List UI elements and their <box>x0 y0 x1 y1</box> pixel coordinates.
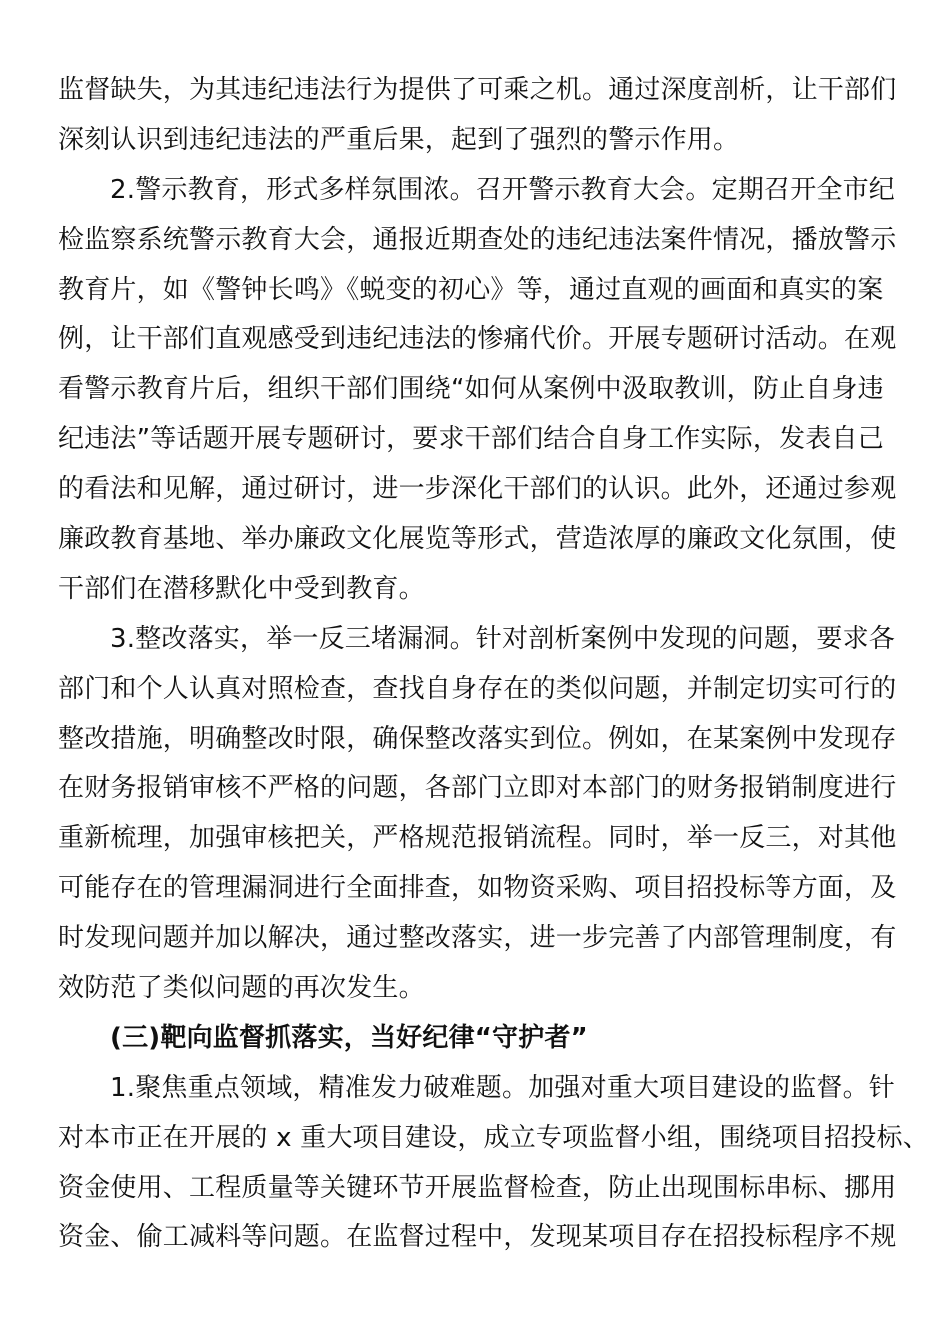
text-line: 可能存在的管理漏洞进行全面排查，如物资采购、项目招投标等方面，及 <box>58 873 897 904</box>
document-body <box>58 66 929 1263</box>
text-line: 1.聚焦重点领域，精准发力破难题。加强对重大项目建设的监督。针 <box>110 1072 896 1103</box>
section-heading-text: (三)靶向监督抓落实，当好纪律“守护者” <box>110 1022 588 1053</box>
text-line: 整改措施，明确整改时限，确保整改落实到位。例如，在某案例中发现存 <box>58 723 897 754</box>
text-line: 监督缺失，为其违纪违法行为提供了可乘之机。通过深度剖析，让干部们 <box>58 75 897 105</box>
text-line: 干部们在潜移默化中受到教育。 <box>58 573 425 604</box>
text-line: 2.警示教育，形式多样氛围浓。召开警示教育大会。定期召开全市纪 <box>110 174 896 205</box>
text-line: 重新梳理，加强审核把关，严格规范报销流程。同时，举一反三，对其他 <box>58 823 897 854</box>
text-line: 效防范了类似问题的再次发生。 <box>58 973 425 1004</box>
paragraph-continuation <box>58 66 897 166</box>
text-line: 廉政教育基地、举办廉政文化展览等形式，营造浓厚的廉政文化氛围，使 <box>58 524 897 555</box>
text-line: 例，让干部们直观感受到违纪违法的惨痛代价。开展专题研讨活动。在观 <box>58 324 897 355</box>
text-line: 3.整改落实，举一反三堵漏洞。针对剖析案例中发现的问题，要求各 <box>110 623 896 654</box>
text-line: 教育片，如《警钟长鸣》《蜕变的初心》等，通过直观的画面和真实的案 <box>58 274 884 305</box>
text-line: 纪违法”等话题开展专题研讨，要求干部们结合自身工作实际，发表自己 <box>58 424 884 455</box>
text-line: 看警示教育片后，组织干部们围绕“如何从案例中汲取教训，防止自身违 <box>58 374 884 405</box>
section-heading <box>58 1014 878 1064</box>
text-line: 检监察系统警示教育大会，通报近期查处的违纪违法案件情况，播放警示 <box>58 224 897 255</box>
text-line: 时发现问题并加以解决，通过整改落实，进一步完善了内部管理制度，有 <box>58 923 897 954</box>
text-line: 的看法和见解，通过研讨，进一步深化干部们的认识。此外，还通过参观 <box>58 474 897 505</box>
text-line: 对本市正在开展的 x 重大项目建设，成立专项监督小组，围绕项目招投标、 <box>58 1122 929 1153</box>
paragraph-rectification <box>58 615 897 1014</box>
text-line: 深刻认识到违纪违法的严重后果，起到了强烈的警示作用。 <box>58 124 740 155</box>
text-line: 资金使用、工程质量等关键环节开展监督检查，防止出现围标串标、挪用 <box>58 1172 897 1203</box>
text-line: 资金、偷工减料等问题。在监督过程中，发现某项目存在招投标程序不规 <box>58 1222 897 1253</box>
paragraph-warning-education <box>58 166 897 615</box>
paragraph-focus-areas <box>58 1064 929 1264</box>
text-line: 部门和个人认真对照检查，查找自身存在的类似问题，并制定切实可行的 <box>58 673 897 704</box>
text-line: 在财务报销审核不严格的问题，各部门立即对本部门的财务报销制度进行 <box>58 773 897 804</box>
